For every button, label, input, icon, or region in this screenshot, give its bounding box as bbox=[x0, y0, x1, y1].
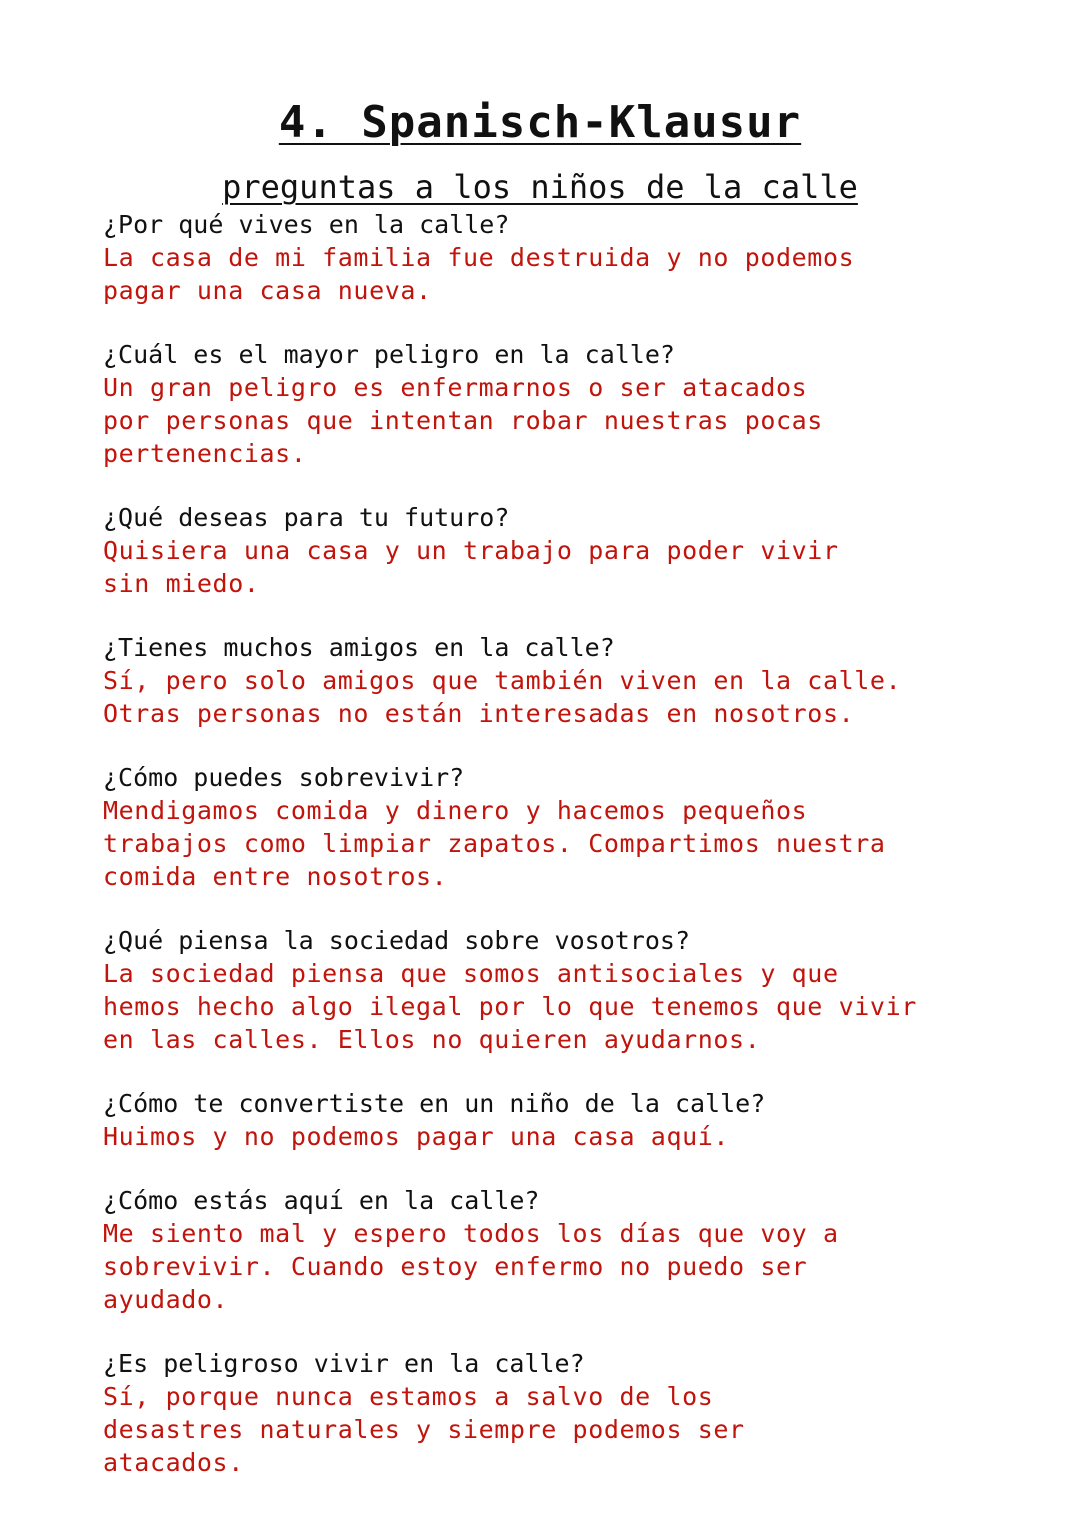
question-6: ¿Qué piensa la sociedad sobre vosotros? bbox=[103, 926, 690, 955]
answer-8: Me siento mal y espero todos los días que voy a sobrevivir. Cuando estoy enfermo no puedo ser ayudado. bbox=[103, 1219, 839, 1314]
answer-6: La sociedad piensa que somos antisociales y que hemos hecho algo ilegal por lo que tenemos que vivir en las calles. Ellos no quieren ayudarnos. bbox=[103, 959, 917, 1054]
answer-3: Quisiera una casa y un trabajo para poder vivir sin miedo. bbox=[103, 536, 839, 598]
section-subtitle bbox=[0, 166, 1080, 208]
answer-5: Mendigamos comida y dinero y hacemos pequeños trabajos como limpiar zapatos. Compartimos nuestra comida entre nosotros. bbox=[103, 796, 886, 891]
qa-item-1 bbox=[103, 208, 1003, 307]
question-4: ¿Tienes muchos amigos en la calle? bbox=[103, 633, 615, 662]
answer-7: Huimos y no podemos pagar una casa aquí. bbox=[103, 1122, 730, 1151]
qa-item-8 bbox=[103, 1184, 1003, 1316]
answer-9: Sí, porque nunca estamos a salvo de los desastres naturales y siempre podemos ser atacados. bbox=[103, 1382, 745, 1477]
qa-list bbox=[103, 208, 1003, 1510]
qa-item-6 bbox=[103, 924, 1003, 1056]
question-2: ¿Cuál es el mayor peligro en la calle? bbox=[103, 340, 675, 369]
qa-item-4 bbox=[103, 631, 1003, 730]
question-1: ¿Por qué vives en la calle? bbox=[103, 210, 510, 239]
qa-item-7 bbox=[103, 1087, 1003, 1153]
page-title bbox=[0, 95, 1080, 151]
question-7: ¿Cómo te convertiste en un niño de la calle? bbox=[103, 1089, 766, 1118]
page-title-text: 4. Spanisch-Klausur bbox=[278, 97, 802, 149]
answer-2: Un gran peligro es enfermarnos o ser atacados por personas que intentan robar nuestras pocas pertenencias. bbox=[103, 373, 823, 468]
qa-item-5 bbox=[103, 761, 1003, 893]
qa-item-2 bbox=[103, 338, 1003, 470]
question-9: ¿Es peligroso vivir en la calle? bbox=[103, 1349, 585, 1378]
question-8: ¿Cómo estás aquí en la calle? bbox=[103, 1186, 540, 1215]
answer-4: Sí, pero solo amigos que también viven en la calle. Otras personas no están interesadas en nosotros. bbox=[103, 666, 902, 728]
question-3: ¿Qué deseas para tu futuro? bbox=[103, 503, 510, 532]
answer-1: La casa de mi familia fue destruida y no podemos pagar una casa nueva. bbox=[103, 243, 855, 305]
qa-item-9 bbox=[103, 1347, 1003, 1479]
question-5: ¿Cómo puedes sobrevivir? bbox=[103, 763, 465, 792]
section-subtitle-text: preguntas a los niños de la calle bbox=[222, 168, 858, 206]
qa-item-3 bbox=[103, 501, 1003, 600]
